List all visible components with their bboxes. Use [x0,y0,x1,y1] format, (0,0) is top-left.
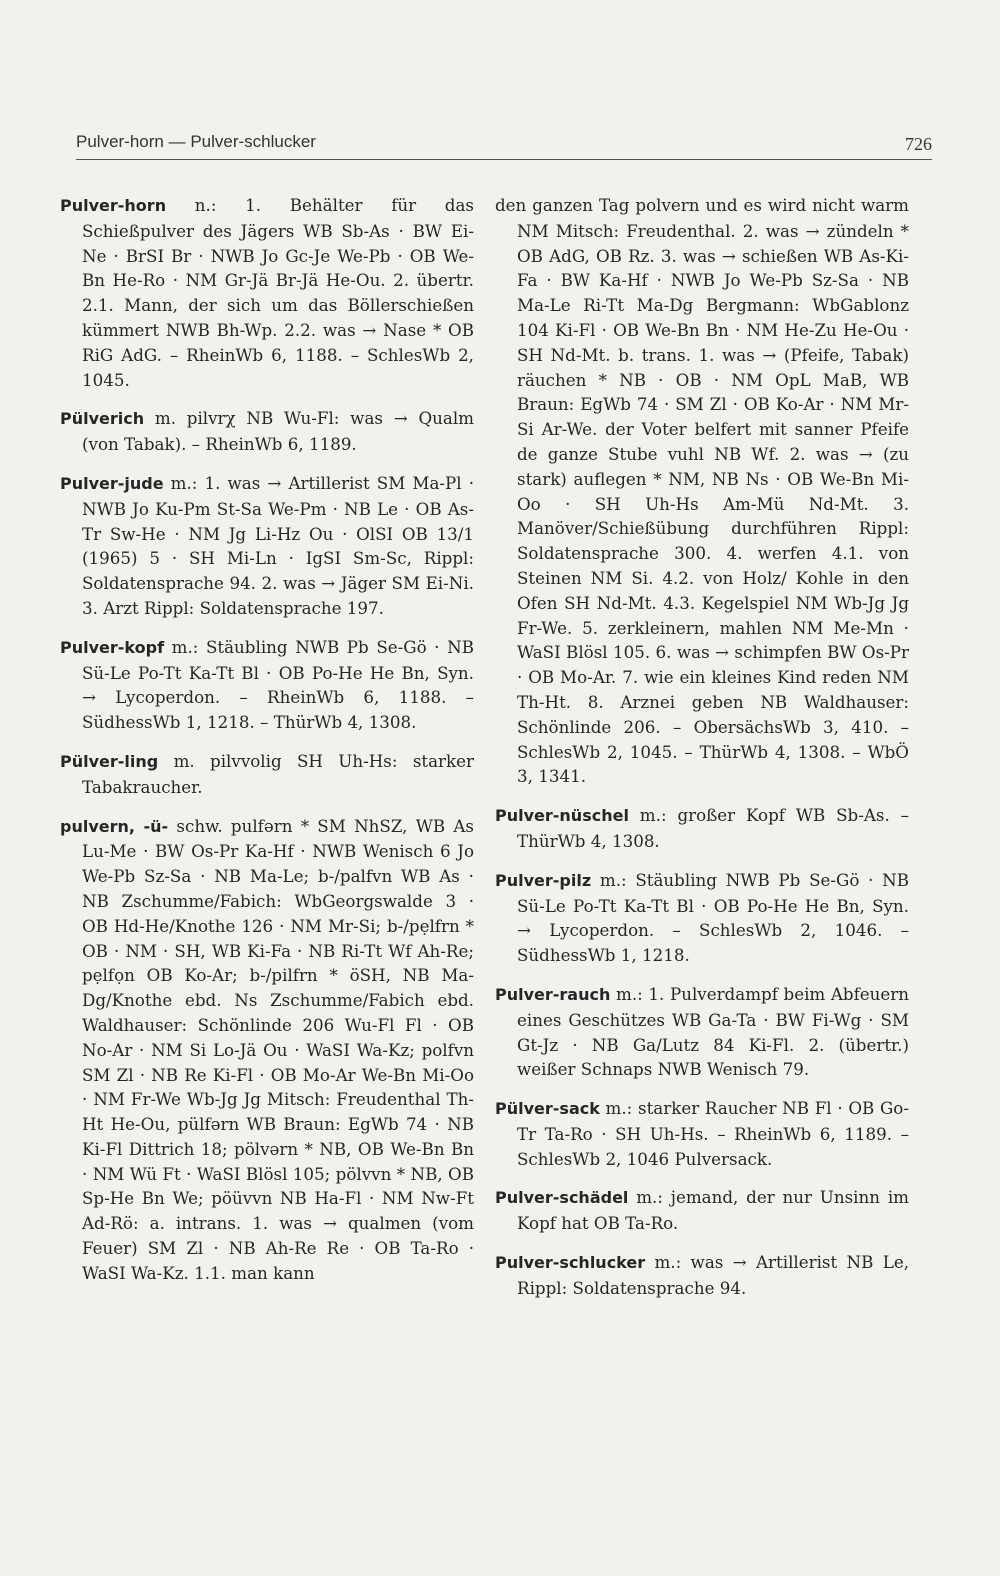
entry-continuation [495,193,909,789]
entry-body: n.: 1. Behälter für das Schießpulver des Jägers WB Sb-As · BW Ei-Ne · BrSI Br · NWB Jo Gc-Je We-Pb · OB We-Bn He-Ro · NM Gr-Jä Br-Jä He-Ou. 2. übertr. 2.1. Mann, der sich um das Böllerschießen kümmert NWB Bh-Wp. 2.2. was → Nase * OB RiG AdG. – RheinWb 6, 1188. – SchlesWb 2, 1045. [82,195,474,390]
entry-headword: Pulver-jude [60,473,164,493]
entry [60,749,474,800]
entry [60,635,474,735]
entry [495,1185,909,1236]
entry-body: m.: 1. was → Artillerist SM Ma-Pl · NWB Jo Ku-Pm St-Sa We-Pm · NB Le · OB As-Tr Sw-He · NM Jg Li-Hz Ou · OlSI OB 13/1 (1965) 5 · SH Mi-Ln · IgSI Sm-Sc, Rippl: Soldatensprache 94. 2. was → Jäger SM Ei-Ni. 3. Arzt Rippl: Soldatensprache 197. [82,472,474,618]
entry-body: den ganzen Tag polvern und es wird nicht warm NM Mitsch: Freudenthal. 2. was → zündeln * OB AdG, OB Rz. 3. was → schießen WB As-Ki-Fa · BW Ka-Hf · NWB Jo We-Pb Sz-Sa · NB Ma-Le Ri-Tt Ma-Dg Bergmann: WbGablonz 104 Ki-Fl · OB We-Bn Bn · NM He-Zu He-Ou · SH Nd-Mt. b. trans. 1. was → (Pfeife, Tabak) räuchen * NB · OB · NM OpL MaB, WB Braun: EgWb 74 · SM Zl · OB Ko-Ar · NM Mr-Si Ar-We. der Voter belfert mit sanner Pfeife de ganze Stube vuhl NB Wf. 2. was → (zu stark) auflegen * NM, NB Ns · OB We-Bn Mi-Oo · SH Uh-Hs Am-Mü Nd-Mt. 3. Manöver/Schießübung durchführen Rippl: Soldatensprache 300. 4. werfen 4.1. von Steinen NM Si. 4.2. von Holz/ Kohle in den Ofen SH Nd-Mt. 4.3. Kegelspiel NM Wb-Jg Jg Fr-We. 5. zerkleinern, mahlen NM Me-Mn · WaSI Blösl 105. 6. was → schimpfen BW Os-Pr · OB Mo-Ar. 7. wie ein kleines Kind reden NM Th-Ht. 8. Arznei geben NB Waldhauser: Schönlinde 206. – ObersächsWb 3, 410. – SchlesWb 2, 1045. – ThürWb 4, 1308. – WbÖ 3, 1341. [495,195,909,787]
entry [495,982,909,1082]
left-column [60,193,474,1300]
entry-headword: Pulver-horn [60,196,167,215]
page-number: 726 [905,134,932,154]
header-rule [76,159,932,160]
entry-headword: Pulver-rauch [495,984,611,1004]
entry [60,193,474,392]
entry-headword: Pülver-sack [495,1099,600,1119]
entry [495,803,909,854]
entry-body: m.: großer Kopf WB Sb-As. – ThürWb 4, 1308. [517,805,909,851]
entry-headword: Pulver-pilz [495,870,592,890]
entry [495,1250,909,1301]
entry-headword: Pulver-schlucker [495,1253,646,1273]
entry-body: m.: Stäubling NWB Pb Se-Gö · NB Sü-Le Po-Tt Ka-Tt Bl · OB Po-He He Bn, Syn. → Lycoperdon. – RheinWb 6, 1188. – SüdhessWb 1, 1218. – ThürWb 4, 1308. [82,636,474,733]
entry-body: m. pilvrχ NB Wu-Fl: was → Qualm (von Tabak). – RheinWb 6, 1189. [82,408,474,455]
entry-body: m.: jemand, der nur Unsinn im Kopf hat OB Ta-Ro. [517,1187,909,1234]
right-column [495,193,909,1315]
entry-headword: Pulver-schädel [495,1188,629,1208]
entry [60,814,474,1286]
entry-body: m.: Stäubling NWB Pb Se-Gö · NB Sü-Le Po-Tt Ka-Tt Bl · OB Po-He He Bn, Syn. → Lycoperdon. – SchlesWb 2, 1046. – SüdhessWb 1, 1218. [517,869,909,966]
entry [495,868,909,968]
running-head-title: Pulver-horn — Pulver-schlucker [76,132,316,151]
entry [60,406,474,457]
entry [60,471,474,621]
entry-body: m.: 1. Pulverdampf beim Abfeuern eines Geschützes WB Ga-Ta · BW Fi-Wg · SM Gt-Jz · NB Ga/Lutz 84 Ki-Fl. 2. (übertr.) weißer Schnaps NWB Wenisch 79. [517,983,909,1080]
entry [495,1096,909,1171]
entry-headword: Pülverich [60,409,145,429]
entry-body: m.: was → Artillerist NB Le, Rippl: Soldatensprache 94. [517,1252,909,1298]
entry-body: m. pilvvolig SH Uh-Hs: starker Tabakraucher. [82,750,474,797]
entry-headword: Pülver-ling [60,751,159,771]
entry-headword: Pulver-nüschel [495,806,629,826]
entry-body: schw. pulfərn * SM NhSZ, WB As Lu-Me · BW Os-Pr Ka-Hf · NWB Wenisch 6 Jo We-Pb Sz-Sa · NB Ma-Le; b-/palfvn WB As · NB Zschumme/Fabich: WbGeorgswalde 3 · OB Hd-He/Knothe 126 · NM Mr-Si; b-/pẹlfrn * OB · NM · SH, WB Ki-Fa · NB Ri-Tt Wf Ah-Re; pẹlfọn OB Ko-Ar; b-/pilfrn * öSH, NB Ma-Dg/Knothe ebd. Ns Zschumme/Fabich ebd. Waldhauser: Schönlinde 206 Wu-Fl Fl · OB No-Ar · NM Si Lo-Jä Ou · WaSI Wa-Kz; polfvn SM Zl · NB Re Ki-Fl · OB Mo-Ar We-Bn Mi-Oo · NM Fr-We Wb-Jg Jg Mitsch: Freudenthal Th-Ht He-Ou, pülfərn WB Braun: EgWb 74 · NB Ki-Fl Dittrich 18; pölvərn * NB, OB We-Bn Bn · NM Wü Ft · WaSI Blösl 105; pölvvn * NB, OB Sp-He Bn We; pöüvvn NB Ha-Fl · NM Nw-Ft Ad-Rö: a. intrans. 1. was → qualmen (vom Feuer) SM Zl · NB Ah-Re Re · OB Ta-Ro · WaSI Wa-Kz. 1.1. man kann [82,815,474,1283]
entry-body: m.: starker Raucher NB Fl · OB Go-Tr Ta-Ro · SH Uh-Hs. – RheinWb 6, 1189. – SchlesWb 2, 1046 Pulversack. [517,1098,909,1169]
entry-headword: Pulver-kopf [60,637,165,657]
entry-headword: pulvern, -ü- [60,816,169,836]
